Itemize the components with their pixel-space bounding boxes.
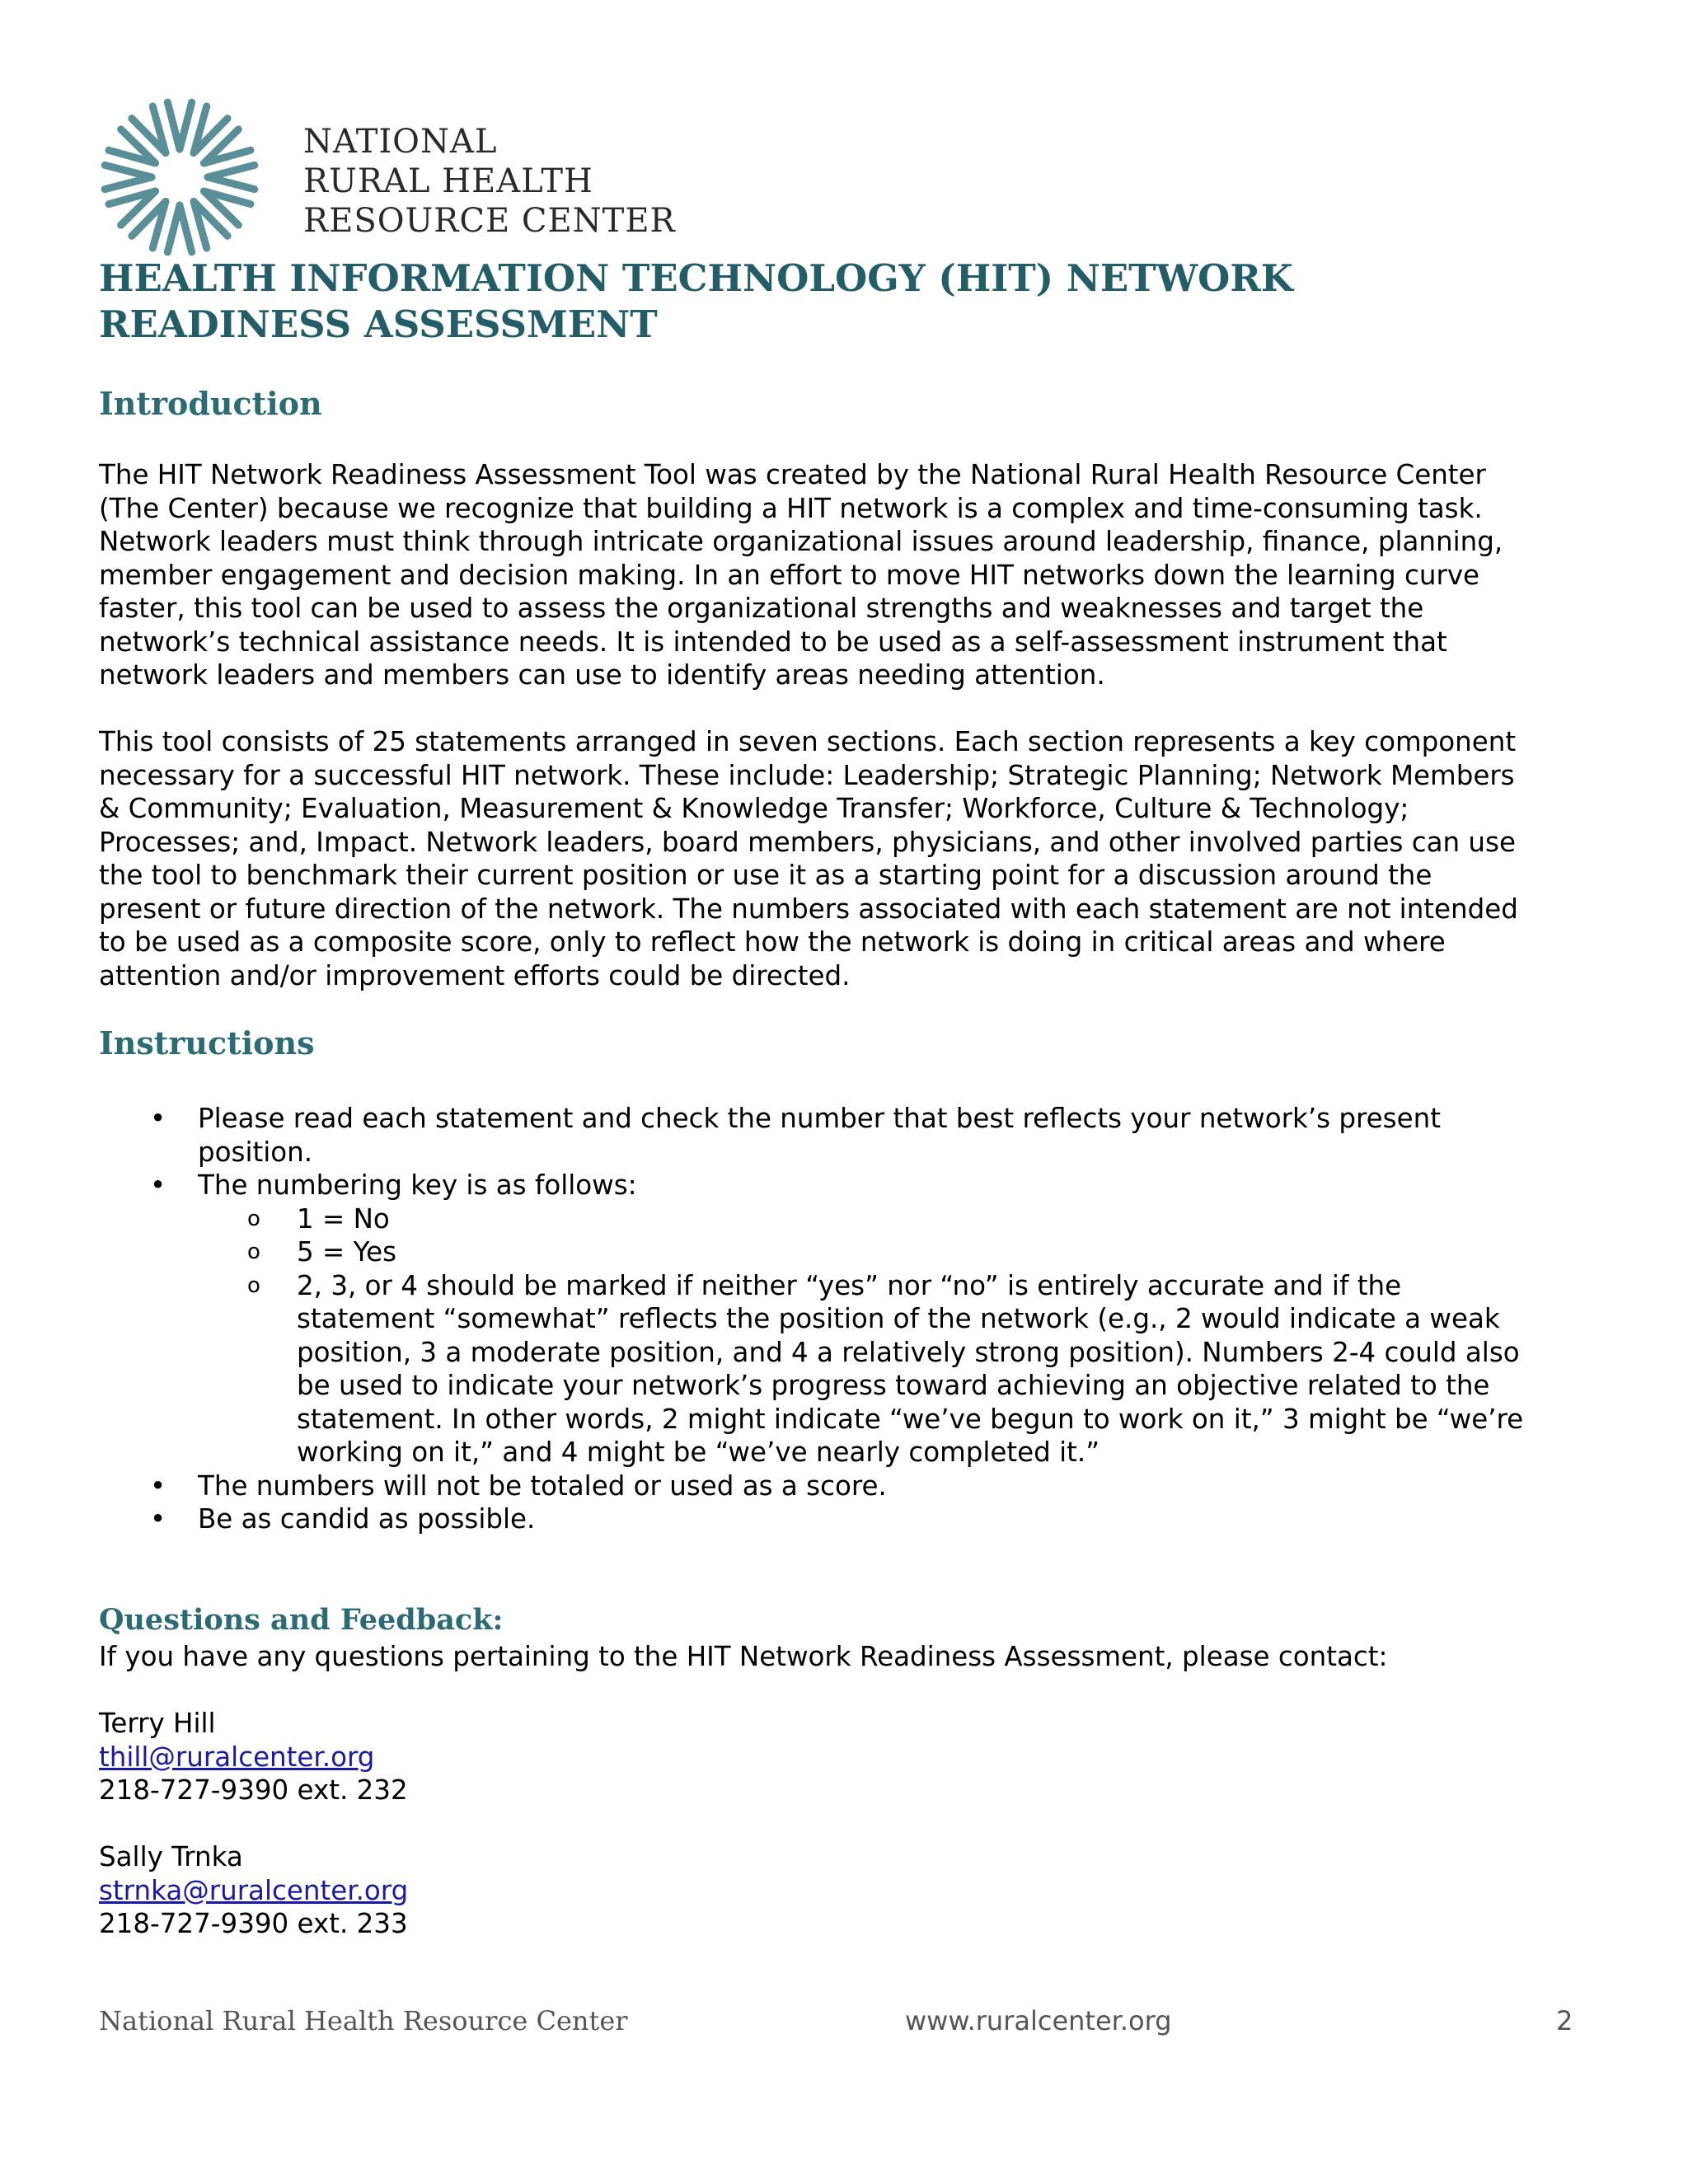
list-item (99, 1469, 1599, 1503)
bullet-text: position. (198, 1136, 313, 1168)
contact-block-sally (99, 1840, 408, 1941)
sub-bullet-text: 1 = No (297, 1202, 390, 1235)
text-line: attention and/or improvement efforts could be directed. (99, 959, 851, 991)
text-line: The HIT Network Readiness Assessment Tool was created by the National Rural Health Resource Center (99, 459, 1486, 490)
contact-block-terry (99, 1707, 408, 1807)
text-line: (The Center) because we recognize that building a HIT network is a complex and time-consuming task. (99, 492, 1483, 524)
bullet-icon: • (150, 1103, 166, 1134)
sub-bullet-icon: o (247, 1206, 260, 1231)
contact-name: Sally Trnka (99, 1841, 243, 1872)
bullet-icon: • (150, 1469, 166, 1502)
sub-bullet-text: statement “somewhat” reflects the position of the network (e.g., 2 would indicate a weak (297, 1303, 1500, 1334)
page-number: 2 (1556, 2005, 1573, 2036)
document-title (99, 255, 1418, 348)
feedback-heading: Questions and Feedback: (99, 1603, 504, 1637)
list-item (99, 1502, 1599, 1536)
feedback-intro-text: If you have any questions pertaining to the HIT Network Readiness Assessment, please contact: (99, 1641, 1388, 1672)
list-item-continuation (99, 1136, 1599, 1169)
logo-ray (105, 165, 152, 177)
text-line: faster, this tool can be used to assess the organizational strengths and weaknesses and target the (99, 593, 1424, 624)
contact-phone: 218-727-9390 ext. 233 (99, 1908, 408, 1939)
instructions-list (99, 1102, 1599, 1536)
title-line-2: READINESS ASSESSMENT (99, 302, 658, 346)
introduction-heading: Introduction (99, 385, 322, 422)
sub-bullet-icon: o (247, 1240, 260, 1264)
text-line: the tool to benchmark their current position or use it as a starting point for a discussion around the (99, 860, 1432, 891)
introduction-paragraph-2 (99, 725, 1599, 992)
feedback-intro (99, 1640, 1387, 1674)
sub-bullet-text: be used to indicate your network’s progress toward achieving an objective related to the (297, 1370, 1490, 1401)
starburst-logo-icon (97, 97, 262, 258)
bullet-text: The numbering key is as follows: (198, 1169, 637, 1201)
title-line-1: HEALTH INFORMATION TECHNOLOGY (HIT) NETWORK (99, 256, 1293, 300)
logo-ray (167, 205, 180, 252)
contact-name: Terry Hill (99, 1708, 216, 1739)
bullet-icon: • (150, 1169, 166, 1201)
sub-list-item-continuation (99, 1302, 1599, 1336)
contact-phone: 218-727-9390 ext. 232 (99, 1774, 408, 1806)
contact-email-link[interactable]: strnka@ruralcenter.org (99, 1874, 409, 1906)
logo-line-1: NATIONAL (303, 123, 498, 161)
text-line: & Community; Evaluation, Measurement & Knowledge Transfer; Workforce, Culture & Technology; (99, 793, 1409, 824)
sub-list-item-continuation (99, 1369, 1599, 1403)
text-line: Network leaders must think through intricate organizational issues around leadership, finance, planning, (99, 526, 1503, 557)
list-item (99, 1169, 1599, 1202)
bullet-text: Be as candid as possible. (198, 1503, 536, 1535)
contact-email-row (99, 1874, 408, 1908)
text-line: network’s technical assistance needs. It is intended to be used as a self-assessment instrument that (99, 626, 1447, 658)
logo-line-2: RURAL HEALTH (303, 162, 593, 200)
text-line: to be used as a composite score, only to reflect how the network is doing in critical areas and where (99, 926, 1446, 958)
introduction-paragraph-1 (99, 458, 1599, 692)
sub-bullet-text: working on it,” and 4 might be “we’ve nearly completed it.” (297, 1436, 1100, 1468)
bullet-text: The numbers will not be totaled or used as a score. (198, 1469, 887, 1502)
logo-ray (208, 177, 255, 190)
sub-bullet-text: position, 3 a moderate position, and 4 a relatively strong position). Numbers 2-4 could also (297, 1336, 1520, 1368)
text-line: network leaders and members can use to identify areas needing attention. (99, 659, 1105, 691)
sub-bullet-text: 2, 3, or 4 should be marked if neither “yes” nor “no” is entirely accurate and if the (297, 1269, 1402, 1301)
sub-bullet-icon: o (247, 1272, 260, 1298)
bullet-icon: • (150, 1503, 166, 1535)
text-line: present or future direction of the network. The numbers associated with each statement are not intended (99, 893, 1518, 925)
text-line: This tool consists of 25 statements arranged in seven sections. Each section represents a key component (99, 726, 1517, 757)
footer-org: National Rural Health Resource Center (99, 2005, 628, 2036)
instructions-heading: Instructions (99, 1024, 315, 1062)
sub-list-item (99, 1202, 1599, 1236)
sub-bullet-text: 5 = Yes (297, 1236, 397, 1268)
logo-wordmark (303, 122, 676, 241)
logo (97, 97, 674, 258)
text-line: Processes; and, Impact. Network leaders, board members, physicians, and other involved parties can use (99, 826, 1516, 858)
list-item (99, 1102, 1599, 1136)
logo-ray (180, 102, 192, 149)
sub-list-item (99, 1269, 1599, 1303)
text-line: member engagement and decision making. In an effort to move HIT networks down the learning curve (99, 559, 1480, 591)
sub-bullet-text: statement. In other words, 2 might indicate “we’ve begun to work on it,” 3 might be “we’re (297, 1403, 1524, 1435)
sub-list-item-continuation (99, 1436, 1599, 1469)
sub-list-item-continuation (99, 1403, 1599, 1436)
text-line: necessary for a successful HIT network. These include: Leadership; Strategic Planning; Network Members (99, 759, 1515, 791)
contact-email-link[interactable]: thill@ruralcenter.org (99, 1741, 375, 1773)
sub-list-item (99, 1235, 1599, 1269)
bullet-text: Please read each statement and check the number that best reflects your network’s present (198, 1103, 1441, 1134)
footer-url: www.ruralcenter.org (905, 2005, 1172, 2036)
logo-line-3: RESOURCE CENTER (303, 202, 676, 240)
sub-list-item-continuation (99, 1336, 1599, 1370)
contact-email-row (99, 1741, 408, 1774)
